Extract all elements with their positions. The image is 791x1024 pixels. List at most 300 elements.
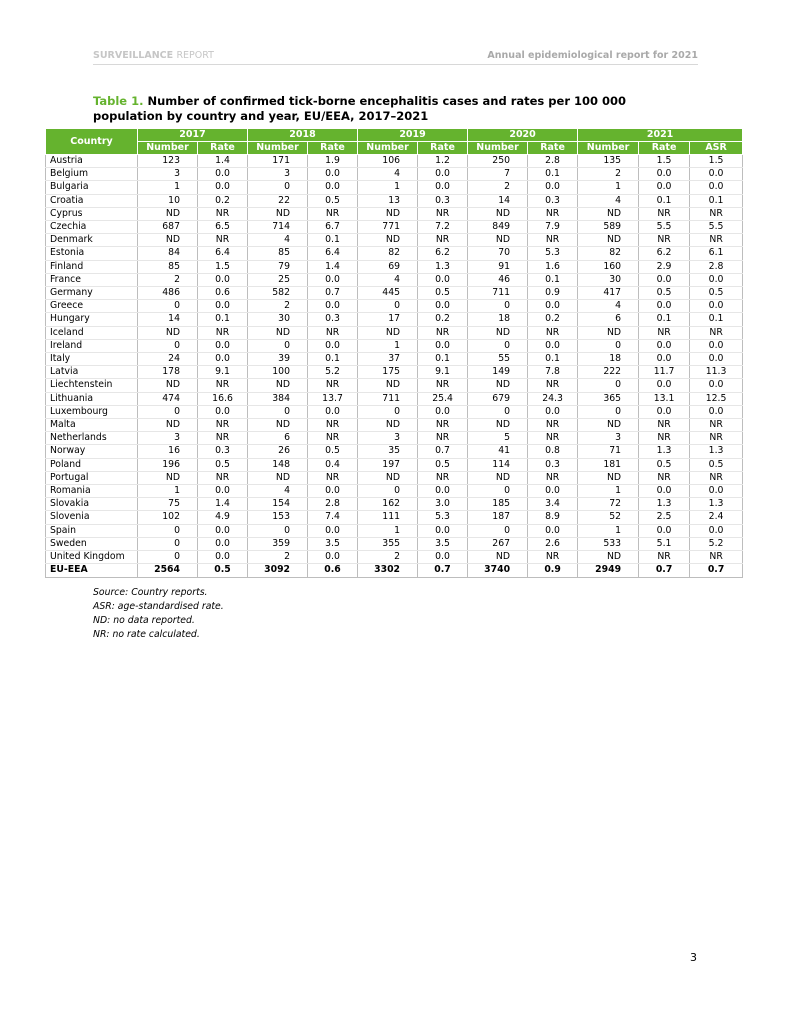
rate-cell: 0.0 [198,485,248,498]
number-cell: 0 [358,300,418,313]
number-cell: 46 [468,273,528,286]
number-cell: 2 [138,273,198,286]
number-cell: 0 [248,181,308,194]
number-cell: ND [468,234,528,247]
rate-cell: 0.5 [639,287,690,300]
rate-cell: 6.5 [198,221,248,234]
asr-cell: 0.7 [690,564,743,577]
rate-cell: 0.5 [198,564,248,577]
rate-cell: 0.0 [418,339,468,352]
rate-cell: NR [418,207,468,220]
table-row [46,366,743,379]
asr-cell: NR [690,419,743,432]
number-cell: ND [138,419,198,432]
number-cell: 30 [578,273,639,286]
asr-cell: 0.1 [690,194,743,207]
rate-cell: 0.1 [639,313,690,326]
table-row [46,432,743,445]
rate-cell: 0.0 [528,181,578,194]
header-report-title: Annual epidemiological report for 2021 [487,50,698,61]
table-row [46,392,743,405]
number-cell: 22 [248,194,308,207]
number-cell: 0 [248,405,308,418]
number-cell: 3 [578,432,639,445]
rate-cell: NR [198,326,248,339]
number-cell: 1 [358,181,418,194]
number-cell: ND [578,326,639,339]
rate-cell: 0.0 [528,339,578,352]
number-cell: 3 [248,168,308,181]
table-row [46,379,743,392]
number-cell: 365 [578,392,639,405]
rate-cell: 0.0 [308,168,358,181]
number-cell: 3740 [468,564,528,577]
number-cell: 79 [248,260,308,273]
rate-cell: 5.3 [528,247,578,260]
year-header-2020: 2020 [468,129,578,142]
number-cell: 26 [248,445,308,458]
number-cell: 106 [358,155,418,168]
number-cell: 0 [578,339,639,352]
number-cell: ND [358,326,418,339]
number-cell: 154 [248,498,308,511]
rate-cell: 7.8 [528,366,578,379]
rate-cell: 0.3 [528,194,578,207]
country-cell: Greece [46,300,138,313]
rate-cell: 0.0 [528,524,578,537]
number-cell: 1 [578,181,639,194]
rate-cell: 5.5 [639,221,690,234]
number-cell: ND [358,419,418,432]
number-cell: 4 [578,194,639,207]
rate-cell: 1.4 [308,260,358,273]
country-cell: Netherlands [46,432,138,445]
rate-cell: 2.9 [639,260,690,273]
country-cell: Hungary [46,313,138,326]
rate-cell: NR [639,326,690,339]
asr-cell: 0.0 [690,300,743,313]
number-cell: 39 [248,353,308,366]
number-cell: 17 [358,313,418,326]
rate-cell: 9.1 [198,366,248,379]
rate-cell: 9.1 [418,366,468,379]
number-cell: 0 [468,339,528,352]
table-row [46,524,743,537]
rate-cell: NR [418,234,468,247]
number-cell: 70 [468,247,528,260]
number-cell: 0 [138,524,198,537]
number-cell: ND [248,207,308,220]
number-cell: 171 [248,155,308,168]
rate-cell: 0.0 [528,405,578,418]
number-cell: ND [578,419,639,432]
rate-cell: 11.7 [639,366,690,379]
rate-cell: 8.9 [528,511,578,524]
rate-cell: 1.6 [528,260,578,273]
number-cell: 85 [138,260,198,273]
rate-cell: 1.4 [198,498,248,511]
rate-cell: 0.4 [308,458,358,471]
number-cell: 1 [138,485,198,498]
rate-cell: NR [198,419,248,432]
rate-cell: 0.0 [528,300,578,313]
number-cell: 0 [248,339,308,352]
number-cell: ND [468,207,528,220]
table-row [46,551,743,564]
rate-cell: 2.5 [639,511,690,524]
table-row [46,326,743,339]
number-cell: 135 [578,155,639,168]
table-total-row [46,564,743,577]
rate-cell: 0.9 [528,287,578,300]
country-cell: Estonia [46,247,138,260]
rate-cell: 0.0 [418,485,468,498]
number-cell: 355 [358,537,418,550]
rate-cell: 0.2 [198,194,248,207]
number-cell: 111 [358,511,418,524]
rate-cell: 0.0 [198,168,248,181]
rate-cell: 0.0 [198,353,248,366]
rate-cell: NR [528,432,578,445]
rate-cell: 2.8 [528,155,578,168]
asr-cell: 0.0 [690,353,743,366]
rate-cell: 0.0 [308,524,358,537]
number-cell: 0 [578,405,639,418]
table-notes [93,586,224,642]
rate-cell: 0.7 [418,564,468,577]
number-cell: 474 [138,392,198,405]
rate-cell: NR [528,471,578,484]
rate-cell: NR [528,419,578,432]
country-cell: Sweden [46,537,138,550]
number-cell: 222 [578,366,639,379]
number-cell: 0 [468,405,528,418]
number-cell: 30 [248,313,308,326]
number-cell: 267 [468,537,528,550]
rate-cell: NR [198,207,248,220]
rate-cell: 0.0 [639,485,690,498]
asr-cell: 5.2 [690,537,743,550]
rate-cell: 6.4 [308,247,358,260]
number-subheader: Number [248,142,308,155]
country-cell: Italy [46,353,138,366]
rate-cell: 0.1 [528,353,578,366]
rate-cell: NR [308,471,358,484]
rate-cell: 7.4 [308,511,358,524]
rate-cell: 0.1 [308,353,358,366]
asr-cell: NR [690,551,743,564]
country-cell: Lithuania [46,392,138,405]
country-cell: Finland [46,260,138,273]
number-cell: 1 [358,339,418,352]
rate-cell: 0.0 [418,300,468,313]
rate-cell: 0.1 [528,273,578,286]
number-cell: ND [358,207,418,220]
asr-cell: 0.1 [690,313,743,326]
rate-cell: 13.7 [308,392,358,405]
rate-cell: 0.0 [418,524,468,537]
rate-cell: 0.7 [418,445,468,458]
table-row [46,181,743,194]
note-nr: NR: no rate calculated. [93,629,200,640]
number-cell: 359 [248,537,308,550]
rate-subheader: Rate [639,142,690,155]
asr-cell: 0.5 [690,287,743,300]
rate-cell: 0.5 [418,458,468,471]
number-cell: 84 [138,247,198,260]
number-cell: 75 [138,498,198,511]
rate-cell: 0.3 [418,194,468,207]
rate-cell: 0.0 [528,485,578,498]
rate-cell: 0.0 [198,339,248,352]
number-cell: 0 [138,405,198,418]
number-cell: 0 [468,524,528,537]
number-cell: ND [578,207,639,220]
rate-cell: NR [639,432,690,445]
asr-cell: 2.4 [690,511,743,524]
year-header-2018: 2018 [248,129,358,142]
table-row [46,168,743,181]
asr-cell: NR [690,326,743,339]
number-cell: 196 [138,458,198,471]
number-cell: 102 [138,511,198,524]
number-cell: 2 [578,168,639,181]
number-cell: 687 [138,221,198,234]
rate-cell: 0.0 [418,273,468,286]
number-cell: ND [248,326,308,339]
rate-cell: 0.0 [308,339,358,352]
number-cell: 82 [358,247,418,260]
country-cell: Liechtenstein [46,379,138,392]
rate-cell: 0.3 [308,313,358,326]
asr-cell: 1.3 [690,498,743,511]
number-cell: 18 [468,313,528,326]
number-cell: 679 [468,392,528,405]
rate-cell: 1.2 [418,155,468,168]
number-cell: 1 [138,181,198,194]
table-row [46,155,743,168]
rate-cell: 0.5 [308,445,358,458]
asr-cell: 0.0 [690,485,743,498]
rate-cell: 6.7 [308,221,358,234]
rate-cell: 1.3 [639,445,690,458]
number-cell: 0 [358,405,418,418]
rate-cell: 0.0 [418,551,468,564]
number-cell: ND [358,379,418,392]
header-report-type [93,50,214,61]
table-row [46,419,743,432]
number-cell: 197 [358,458,418,471]
country-cell: Belgium [46,168,138,181]
rate-cell: 3.0 [418,498,468,511]
number-cell: 4 [358,273,418,286]
rate-cell: 0.0 [639,524,690,537]
table-row [46,339,743,352]
asr-cell: 0.0 [690,273,743,286]
asr-cell: 0.0 [690,339,743,352]
asr-cell: 2.8 [690,260,743,273]
header-report-type-bold: SURVEILLANCE [93,50,174,61]
number-cell: ND [468,551,528,564]
rate-cell: NR [418,326,468,339]
rate-cell: 0.0 [308,181,358,194]
rate-cell: 0.0 [198,551,248,564]
rate-cell: 16.6 [198,392,248,405]
number-cell: 0 [138,339,198,352]
rate-cell: NR [639,551,690,564]
rate-cell: 0.0 [308,405,358,418]
asr-cell: 0.0 [690,181,743,194]
rate-cell: 0.0 [639,181,690,194]
number-cell: 4 [578,300,639,313]
country-cell: Croatia [46,194,138,207]
number-cell: 41 [468,445,528,458]
rate-subheader: Rate [418,142,468,155]
country-cell: Poland [46,458,138,471]
number-cell: 4 [358,168,418,181]
rate-cell: 0.0 [198,300,248,313]
header-report-type-light: REPORT [176,50,214,61]
year-header-2021: 2021 [578,129,743,142]
rate-cell: 0.5 [639,458,690,471]
rate-cell: 0.0 [198,273,248,286]
rate-cell: 2.8 [308,498,358,511]
number-cell: 2 [468,181,528,194]
number-cell: 250 [468,155,528,168]
country-cell: Portugal [46,471,138,484]
asr-cell: 1.3 [690,445,743,458]
number-cell: 445 [358,287,418,300]
rate-cell: 0.0 [418,168,468,181]
rate-cell: 0.0 [639,405,690,418]
number-cell: 24 [138,353,198,366]
rate-cell: 0.0 [418,405,468,418]
rate-cell: 0.9 [528,564,578,577]
rate-cell: 6.2 [639,247,690,260]
number-cell: 486 [138,287,198,300]
table-row [46,445,743,458]
country-cell: Austria [46,155,138,168]
page-number: 3 [690,951,697,964]
rate-cell: NR [198,471,248,484]
number-cell: 849 [468,221,528,234]
rate-cell: 1.9 [308,155,358,168]
number-cell: 1 [578,485,639,498]
number-cell: 123 [138,155,198,168]
rate-cell: NR [308,419,358,432]
country-cell: EU-EEA [46,564,138,577]
asr-cell: NR [690,207,743,220]
rate-cell: 24.3 [528,392,578,405]
rate-cell: NR [308,379,358,392]
country-cell: Iceland [46,326,138,339]
rate-cell: NR [528,234,578,247]
rate-cell: 0.5 [198,458,248,471]
number-cell: 3092 [248,564,308,577]
table-row [46,247,743,260]
rate-cell: 3.5 [308,537,358,550]
number-cell: 185 [468,498,528,511]
number-cell: 589 [578,221,639,234]
number-cell: 1 [578,524,639,537]
table-row [46,485,743,498]
rate-cell: 1.5 [639,155,690,168]
table-caption-text: Number of confirmed tick-borne encephalitis cases and rates per 100 000 population by country and year, EU/EEA, 2017–2021 [93,94,627,123]
asr-subheader: ASR [690,142,743,155]
asr-cell: 1.5 [690,155,743,168]
rate-cell: 0.5 [308,194,358,207]
rate-cell: NR [308,326,358,339]
number-subheader: Number [358,142,418,155]
number-cell: 6 [248,432,308,445]
number-cell: 0 [138,551,198,564]
rate-subheader: Rate [198,142,248,155]
asr-cell: 11.3 [690,366,743,379]
country-cell: Germany [46,287,138,300]
rate-cell: 0.0 [639,339,690,352]
number-cell: 187 [468,511,528,524]
number-cell: 181 [578,458,639,471]
number-cell: 4 [248,234,308,247]
number-cell: ND [358,234,418,247]
number-cell: 91 [468,260,528,273]
number-cell: 2 [248,300,308,313]
rate-cell: NR [528,551,578,564]
rate-cell: 0.1 [308,234,358,247]
asr-cell: 0.0 [690,379,743,392]
rate-cell: 0.0 [639,168,690,181]
table-row [46,498,743,511]
table-row [46,273,743,286]
country-cell: Spain [46,524,138,537]
country-cell: Romania [46,485,138,498]
number-cell: ND [468,471,528,484]
country-cell: Czechia [46,221,138,234]
year-header-2019: 2019 [358,129,468,142]
number-cell: 0 [138,537,198,550]
rate-cell: 0.5 [418,287,468,300]
number-cell: 0 [248,524,308,537]
number-cell: 69 [358,260,418,273]
number-cell: 52 [578,511,639,524]
rate-cell: 5.3 [418,511,468,524]
asr-cell: 0.0 [690,524,743,537]
rate-cell: NR [198,379,248,392]
number-cell: ND [468,379,528,392]
rate-cell: 0.1 [198,313,248,326]
number-cell: ND [578,471,639,484]
number-cell: 3 [138,432,198,445]
number-cell: ND [248,471,308,484]
rate-cell: 0.0 [639,353,690,366]
number-cell: 0 [138,300,198,313]
table-row [46,207,743,220]
country-cell: Slovakia [46,498,138,511]
rate-cell: 1.4 [198,155,248,168]
rate-cell: 0.0 [639,273,690,286]
rate-cell: NR [418,432,468,445]
number-cell: 4 [248,485,308,498]
table-caption-label: Table 1. [93,94,144,108]
table-row [46,537,743,550]
rate-cell: NR [528,207,578,220]
rate-cell: 7.9 [528,221,578,234]
rate-cell: 25.4 [418,392,468,405]
rate-cell: 13.1 [639,392,690,405]
asr-cell: 0.0 [690,168,743,181]
number-cell: ND [138,234,198,247]
rate-cell: 2.6 [528,537,578,550]
